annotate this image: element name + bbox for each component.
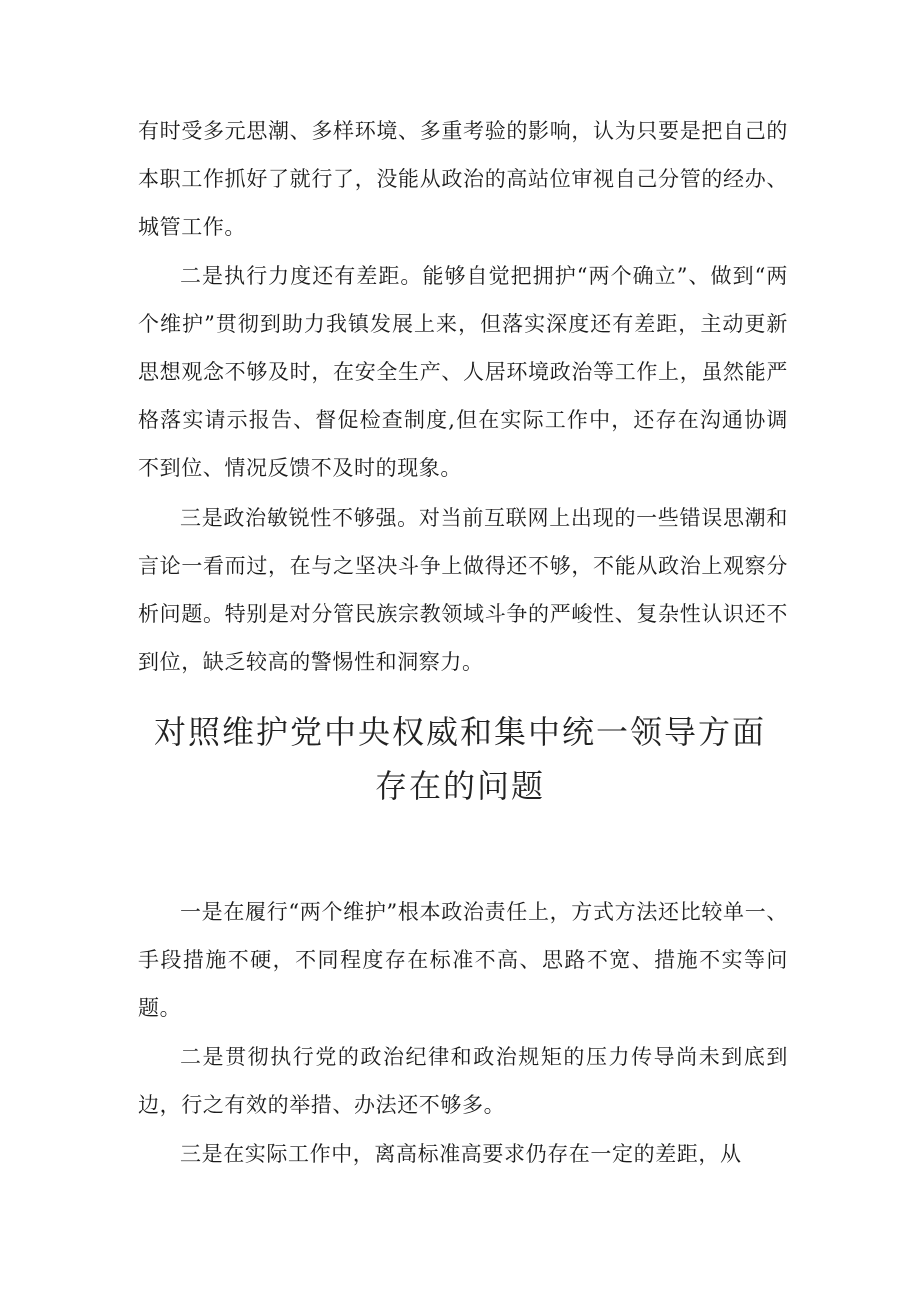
paragraph-two-safeguards: 一是在履行“两个维护”根本政治责任上，方式方法还比较单一、手段措施不硬，不同程度存在标准不高、思路不宽、措施不实等问题。: [138, 900, 788, 1020]
paragraph-discipline: 二是贯彻执行党的政治纪律和政治规矩的压力传导尚未到底到边，行之有效的举措、办法还不够多。: [138, 1045, 788, 1117]
paragraph-political-sensitivity: 三是政治敏锐性不够强。对当前互联网上出现的一些错误思潮和言论一看而过，在与之坚决斗争上做得还不够，不能从政治上观察分析问题。特别是对分管民族宗教领域斗争的严峻性、复杂性认识还不到位，缺乏较高的警惕性和洞察力。: [138, 506, 788, 674]
section-heading: [100, 705, 820, 813]
heading-line-1: 对照维护党中央权威和集中统一领导方面: [153, 713, 766, 751]
paragraph-standards: 三是在实际工作中，离高标准高要求仍存在一定的差距，从: [180, 1142, 742, 1166]
paragraph-execution-gap: 二是执行力度还有差距。能够自觉把拥护“两个确立”、做到“两个维护”贯彻到助力我镇发展上来，但落实深度还有差距，主动更新思想观念不够及时，在安全生产、人居环境政治等工作上，虽然能严格落实请示报告、督促检查制度,但在实际工作中，还存在沟通协调不到位、情况反馈不及时的现象。: [138, 264, 788, 480]
heading-line-2: 存在的问题: [374, 767, 545, 805]
paragraph-continued: 有时受多元思潮、多样环境、多重考验的影响，认为只要是把自己的本职工作抓好了就行了，没能从政治的高站位审视自己分管的经办、城管工作。: [138, 119, 788, 239]
